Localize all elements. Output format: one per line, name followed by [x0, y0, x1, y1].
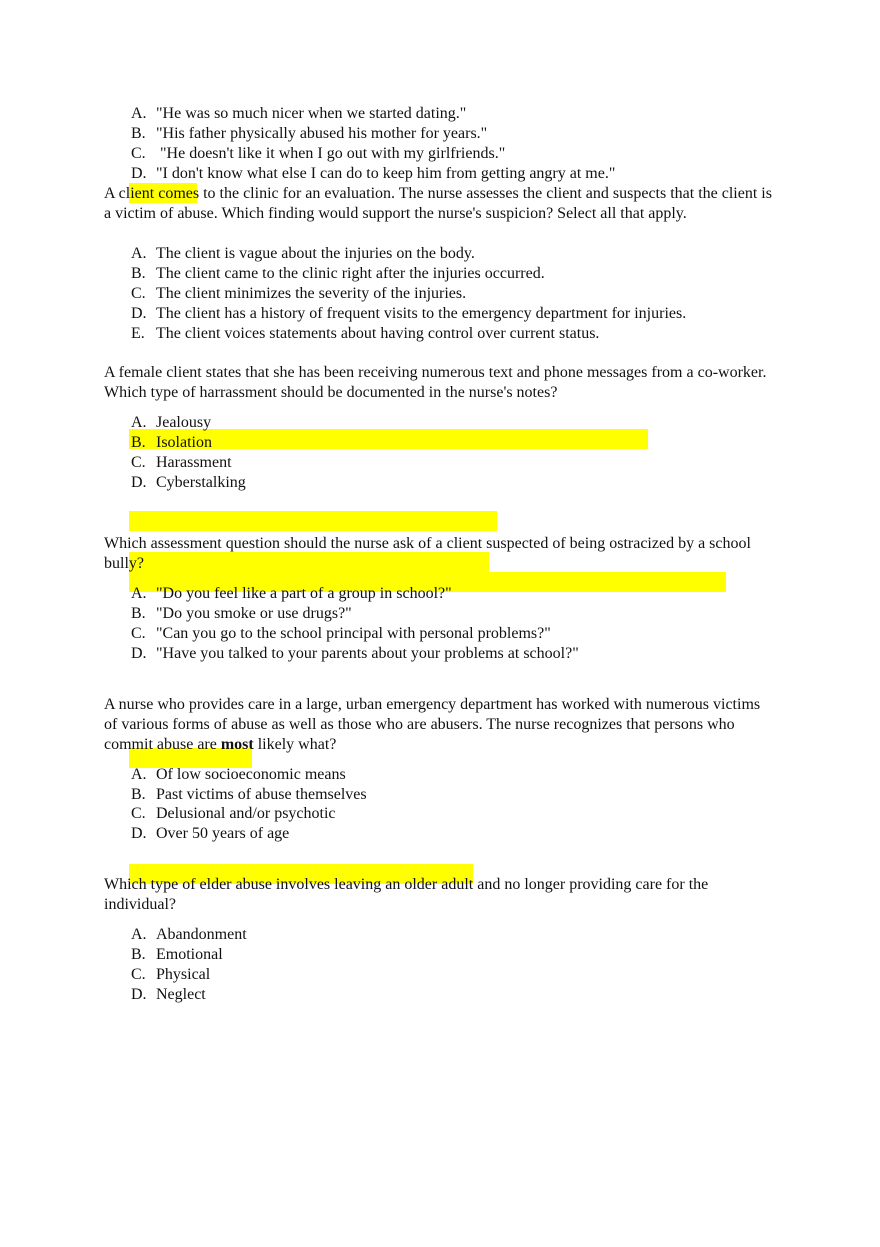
- option-letter: D.: [131, 165, 147, 182]
- option-text: Harassment: [156, 454, 232, 471]
- question-1-stem: A client comes to the clinic for an evaluation. The nurse assesses the client and suspects that the client is a victim of abuse. Which finding would support the nurse's suspicion? Select all that apply.: [104, 185, 772, 222]
- option-q3-c: [131, 624, 551, 644]
- option-q5-a: [131, 925, 247, 945]
- option-q3-b: [131, 604, 352, 624]
- question-5-stem: Which type of elder abuse involves leaving an older adult and no longer providing care for the individual?: [104, 876, 709, 913]
- question-2-stem: A female client states that she has been receiving numerous text and phone messages from a co-worker. Which type of harrassment should be documented in the nurse's notes?: [104, 364, 767, 401]
- option-letter: B.: [131, 786, 146, 803]
- option-q5-d: [131, 985, 206, 1005]
- option-text: "Do you smoke or use drugs?": [156, 605, 352, 622]
- question-4-stem: [104, 695, 776, 755]
- option-letter: B.: [131, 265, 146, 282]
- option-text: Past victims of abuse themselves: [156, 786, 367, 803]
- option-q2-d: [131, 473, 246, 493]
- option-text: The client has a history of frequent visits to the emergency department for injuries.: [156, 305, 687, 322]
- option-letter: A.: [131, 766, 147, 783]
- option-letter: A.: [131, 245, 147, 262]
- option-q3-d: [131, 644, 579, 664]
- option-text: Over 50 years of age: [156, 825, 290, 842]
- option-q5-b: [131, 945, 223, 965]
- option-text: Delusional and/or psychotic: [156, 805, 336, 822]
- option-letter: C.: [131, 966, 146, 983]
- option-letter: B.: [131, 125, 146, 142]
- option-text: The client came to the clinic right after the injuries occurred.: [156, 265, 545, 282]
- option-letter: A.: [131, 414, 147, 431]
- option-q0-d: [131, 164, 615, 184]
- option-q2-a: [131, 413, 211, 433]
- option-text: "He was so much nicer when we started dating.": [156, 105, 467, 122]
- option-letter: D.: [131, 305, 147, 322]
- option-letter: C.: [131, 145, 146, 162]
- question-3-stem: Which assessment question should the nurse ask of a client suspected of being ostracized by a school bully?: [104, 535, 751, 572]
- option-text: Abandonment: [156, 926, 247, 943]
- option-q0-a: [131, 104, 466, 124]
- option-q1-b: [131, 264, 545, 284]
- stem-text: likely what?: [253, 736, 337, 753]
- option-text: Of low socioeconomic means: [156, 766, 346, 783]
- option-letter: E.: [131, 325, 145, 342]
- option-text: The client is vague about the injuries on the body.: [156, 245, 475, 262]
- option-text: "Can you go to the school principal with personal problems?": [156, 625, 551, 642]
- option-letter: D.: [131, 474, 147, 491]
- option-q4-c: [131, 804, 336, 824]
- option-text: "Have you talked to your parents about your problems at school?": [156, 645, 579, 662]
- option-text: Isolation: [156, 434, 212, 451]
- option-text: "I don't know what else I can do to keep him from getting angry at me.": [156, 165, 616, 182]
- option-q1-d: [131, 304, 686, 324]
- option-letter: C.: [131, 805, 146, 822]
- option-text: Cyberstalking: [156, 474, 246, 491]
- option-letter: C.: [131, 285, 146, 302]
- option-text: "Do you feel like a part of a group in school?": [156, 585, 452, 602]
- option-q0-c: [131, 144, 505, 164]
- option-q5-c: [131, 965, 210, 985]
- option-letter: D.: [131, 825, 147, 842]
- option-text: The client voices statements about having control over current status.: [156, 325, 600, 342]
- option-text: "His father physically abused his mother for years.": [156, 125, 488, 142]
- option-q1-e: [131, 324, 599, 344]
- option-letter: D.: [131, 986, 147, 1003]
- option-letter: A.: [131, 585, 147, 602]
- option-letter: C.: [131, 625, 146, 642]
- option-letter: C.: [131, 454, 146, 471]
- option-q2-c: [131, 453, 232, 473]
- option-text: Jealousy: [156, 414, 212, 431]
- option-q1-a: [131, 244, 475, 264]
- option-letter: B.: [131, 605, 146, 622]
- option-text: The client minimizes the severity of the injuries.: [156, 285, 467, 302]
- option-q4-b: [131, 785, 367, 805]
- stem-text: A nurse who provides care in a large, urban emergency department has worked with numerous victims of various forms of abuse as well as those who are abusers. The nurse recognizes that persons who commit abuse are: [104, 696, 761, 753]
- option-text: Neglect: [156, 986, 206, 1003]
- option-letter: B.: [131, 434, 146, 451]
- option-q3-a: [131, 584, 452, 604]
- option-text: Emotional: [156, 946, 223, 963]
- highlight-mark: [129, 511, 497, 531]
- option-q4-a: [131, 765, 346, 785]
- option-q0-b: [131, 124, 487, 144]
- option-letter: A.: [131, 105, 147, 122]
- option-q2-b: [131, 433, 212, 453]
- stem-emphasis: most: [220, 736, 254, 753]
- option-q4-d: [131, 824, 289, 844]
- option-q1-c: [131, 284, 466, 304]
- option-text: "He doesn't like it when I go out with my girlfriends.": [156, 145, 506, 162]
- option-letter: D.: [131, 645, 147, 662]
- option-letter: B.: [131, 946, 146, 963]
- option-letter: A.: [131, 926, 147, 943]
- option-text: Physical: [156, 966, 211, 983]
